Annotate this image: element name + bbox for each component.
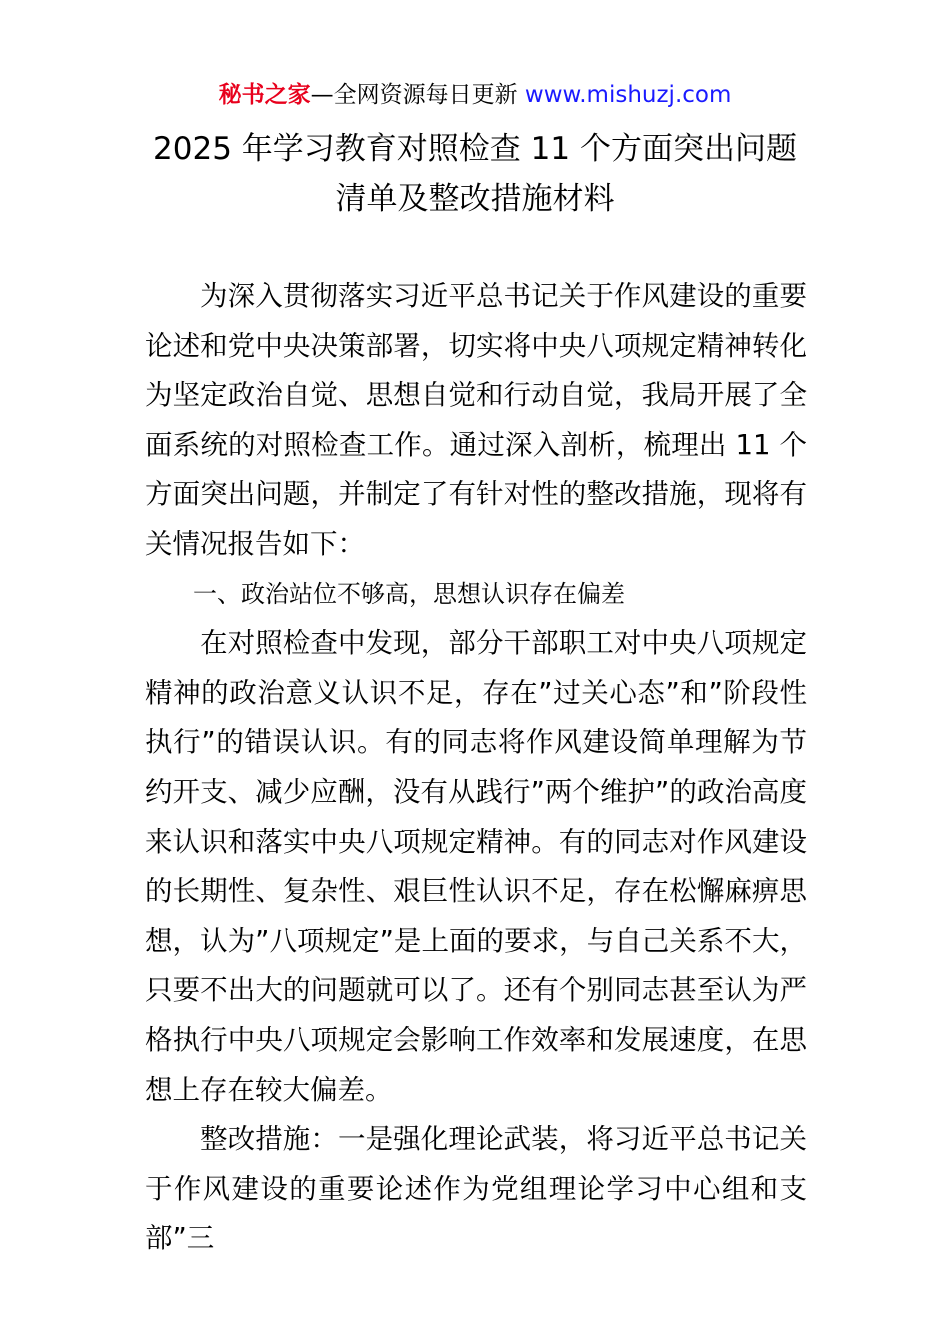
document-title xyxy=(0,124,950,224)
title-line-1: 2025 年学习教育对照检查 11 个方面突出问题 xyxy=(153,131,797,167)
title-line-2: 清单及整改措施材料 xyxy=(335,181,615,217)
brand-name: 秘书之家 xyxy=(218,82,311,108)
document-body xyxy=(145,272,807,1264)
body-paragraph: 在对照检查中发现，部分干部职工对中央八项规定精神的政治意义认识不足，存在”过关心态”和”阶段性执行”的错误认识。有的同志将作风建设简单理解为节约开支、减少应酬，没有从践行”两个维护”的政治高度来认识和落实中央八项规定精神。有的同志对作风建设的长期性、复杂性、艰巨性认识不足，存在松懈麻痹思想，认为”八项规定”是上面的要求，与自己关系不大，只要不出大的问题就可以了。还有个别同志甚至认为严格执行中央八项规定会影响工作效率和发展速度，在思想上存在较大偏差。 xyxy=(145,627,807,1106)
site-url-link[interactable]: www.mishuzj.com xyxy=(524,82,732,108)
site-header xyxy=(0,78,950,112)
header-tagline: —全网资源每日更新 xyxy=(310,82,518,108)
body-paragraph: 整改措施：一是强化理论武装，将习近平总书记关于作风建设的重要论述作为党组理论学习中心组和支部”三 xyxy=(145,1123,807,1255)
intro-paragraph: 为深入贯彻落实习近平总书记关于作风建设的重要论述和党中央决策部署，切实将中央八项规定精神转化为坚定政治自觉、思想自觉和行动自觉，我局开展了全面系统的对照检查工作。通过深入剖析，梳理出 11 个方面突出问题，并制定了有针对性的整改措施，现将有关情况报告如下： xyxy=(145,280,807,560)
section-heading: 一、政治站位不够高，思想认识存在偏差 xyxy=(193,579,625,608)
